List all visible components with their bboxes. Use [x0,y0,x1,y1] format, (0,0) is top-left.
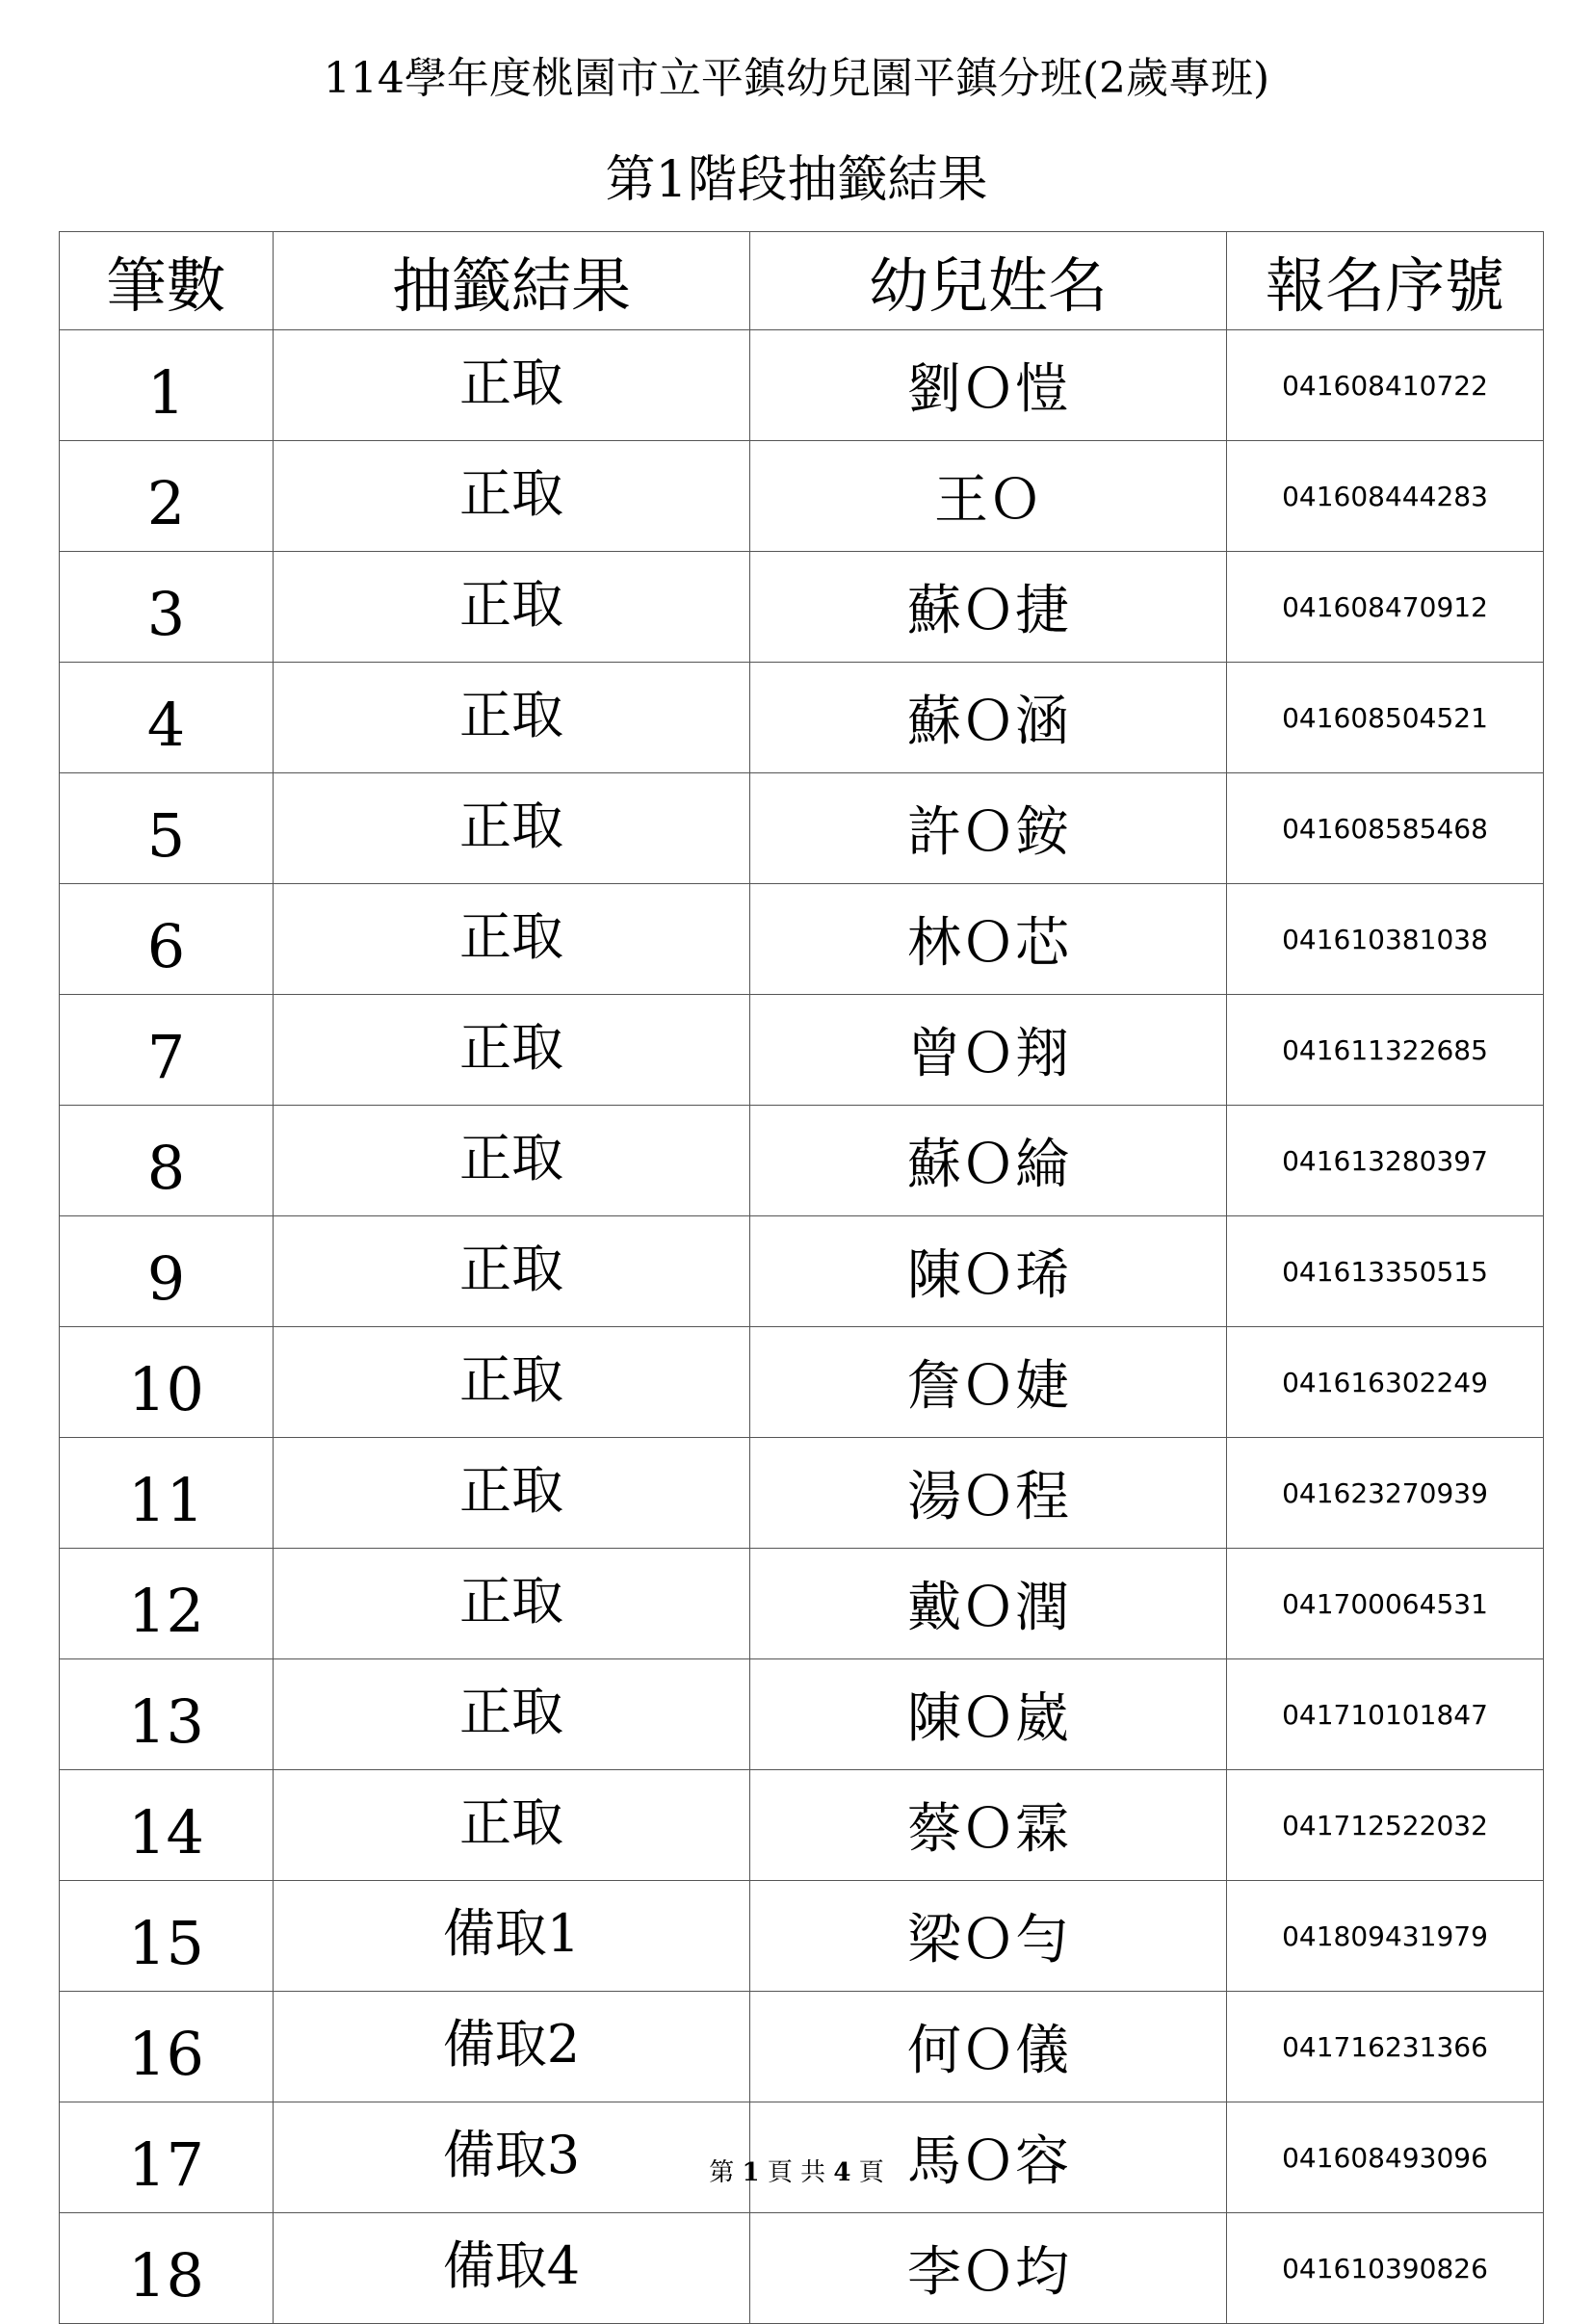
registration-serial: 041809431979 [1227,1881,1544,1992]
lottery-result: 備取3 [274,2102,750,2213]
table-row [60,1549,1544,1659]
child-name: 蘇Ｏ涵 [750,663,1227,773]
row-number: 1 [60,330,274,441]
registration-serial: 041710101847 [1227,1659,1544,1770]
table-row [60,995,1544,1106]
table-row [60,884,1544,995]
lottery-result: 正取 [274,1216,750,1327]
row-number: 11 [60,1438,274,1549]
registration-serial: 041608585468 [1227,773,1544,884]
row-number: 3 [60,552,274,663]
table-row [60,2213,1544,2324]
row-number: 12 [60,1549,274,1659]
table-row [60,1992,1544,2102]
row-number: 17 [60,2102,274,2213]
header-result: 抽籤結果 [274,232,750,330]
row-number: 13 [60,1659,274,1770]
lottery-result: 正取 [274,441,750,552]
child-name: 王Ｏ [750,441,1227,552]
registration-serial: 041608493096 [1227,2102,1544,2213]
child-name: 李Ｏ均 [750,2213,1227,2324]
lottery-result: 正取 [274,1327,750,1438]
child-name: 蘇Ｏ綸 [750,1106,1227,1216]
child-name: 詹Ｏ婕 [750,1327,1227,1438]
table-row [60,1216,1544,1327]
row-number: 16 [60,1992,274,2102]
lottery-result-table [59,231,1544,2324]
row-number: 4 [60,663,274,773]
table-row [60,1106,1544,1216]
child-name: 蘇Ｏ捷 [750,552,1227,663]
registration-serial: 041610381038 [1227,884,1544,995]
child-name: 蔡Ｏ霖 [750,1770,1227,1881]
header-no: 筆數 [60,232,274,330]
child-name: 陳Ｏ崴 [750,1659,1227,1770]
child-name: 許Ｏ銨 [750,773,1227,884]
row-number: 6 [60,884,274,995]
table-row [60,552,1544,663]
registration-serial: 041608410722 [1227,330,1544,441]
child-name: 梁Ｏ勻 [750,1881,1227,1992]
table-row [60,1327,1544,1438]
lottery-result: 正取 [274,1438,750,1549]
registration-serial: 041613280397 [1227,1106,1544,1216]
lottery-result: 正取 [274,1549,750,1659]
lottery-result: 正取 [274,995,750,1106]
registration-serial: 041623270939 [1227,1438,1544,1549]
registration-serial: 041712522032 [1227,1770,1544,1881]
registration-serial: 041610390826 [1227,2213,1544,2324]
table-row [60,1881,1544,1992]
row-number: 9 [60,1216,274,1327]
table-header-row [60,232,1544,330]
footer-total-pages: 4 [833,2158,851,2187]
lottery-result: 正取 [274,1106,750,1216]
lottery-result: 正取 [274,773,750,884]
header-serial: 報名序號 [1227,232,1544,330]
table-row [60,773,1544,884]
footer-middle: 頁 共 [767,2158,826,2187]
table-row [60,441,1544,552]
row-number: 2 [60,441,274,552]
registration-serial: 041613350515 [1227,1216,1544,1327]
row-number: 8 [60,1106,274,1216]
registration-serial: 041616302249 [1227,1327,1544,1438]
registration-serial: 041608504521 [1227,663,1544,773]
lottery-result: 備取4 [274,2213,750,2324]
row-number: 5 [60,773,274,884]
child-name: 湯Ｏ程 [750,1438,1227,1549]
document-title: 114學年度桃園市立平鎮幼兒園平鎮分班(2歲專班) [323,54,1270,103]
table-row [60,1438,1544,1549]
registration-serial: 041611322685 [1227,995,1544,1106]
registration-serial: 041608444283 [1227,441,1544,552]
registration-serial: 041716231366 [1227,1992,1544,2102]
child-name: 何Ｏ儀 [750,1992,1227,2102]
table-header [60,232,1544,330]
lottery-result: 備取1 [274,1881,750,1992]
row-number: 7 [60,995,274,1106]
lottery-result: 正取 [274,663,750,773]
registration-serial: 041608470912 [1227,552,1544,663]
lottery-result: 正取 [274,884,750,995]
child-name: 林Ｏ芯 [750,884,1227,995]
row-number: 18 [60,2213,274,2324]
row-number: 14 [60,1770,274,1881]
footer-current-page: 1 [742,2158,760,2187]
row-number: 10 [60,1327,274,1438]
child-name: 馬Ｏ容 [750,2102,1227,2213]
lottery-result: 正取 [274,330,750,441]
table-row [60,663,1544,773]
lottery-result: 備取2 [274,1992,750,2102]
header-name: 幼兒姓名 [750,232,1227,330]
lottery-result: 正取 [274,1770,750,1881]
page-footer [0,2155,1593,2190]
lottery-result: 正取 [274,552,750,663]
footer-suffix: 頁 [858,2158,884,2187]
lottery-result: 正取 [274,1659,750,1770]
child-name: 陳Ｏ琋 [750,1216,1227,1327]
table-body [60,330,1544,2324]
child-name: 戴Ｏ潤 [750,1549,1227,1659]
child-name: 劉Ｏ愷 [750,330,1227,441]
footer-prefix: 第 [709,2158,735,2187]
document-subtitle: 第1階段抽籤結果 [605,151,988,209]
table-row [60,1659,1544,1770]
registration-serial: 041700064531 [1227,1549,1544,1659]
row-number: 15 [60,1881,274,1992]
child-name: 曾Ｏ翔 [750,995,1227,1106]
table-row [60,1770,1544,1881]
table-row [60,330,1544,441]
